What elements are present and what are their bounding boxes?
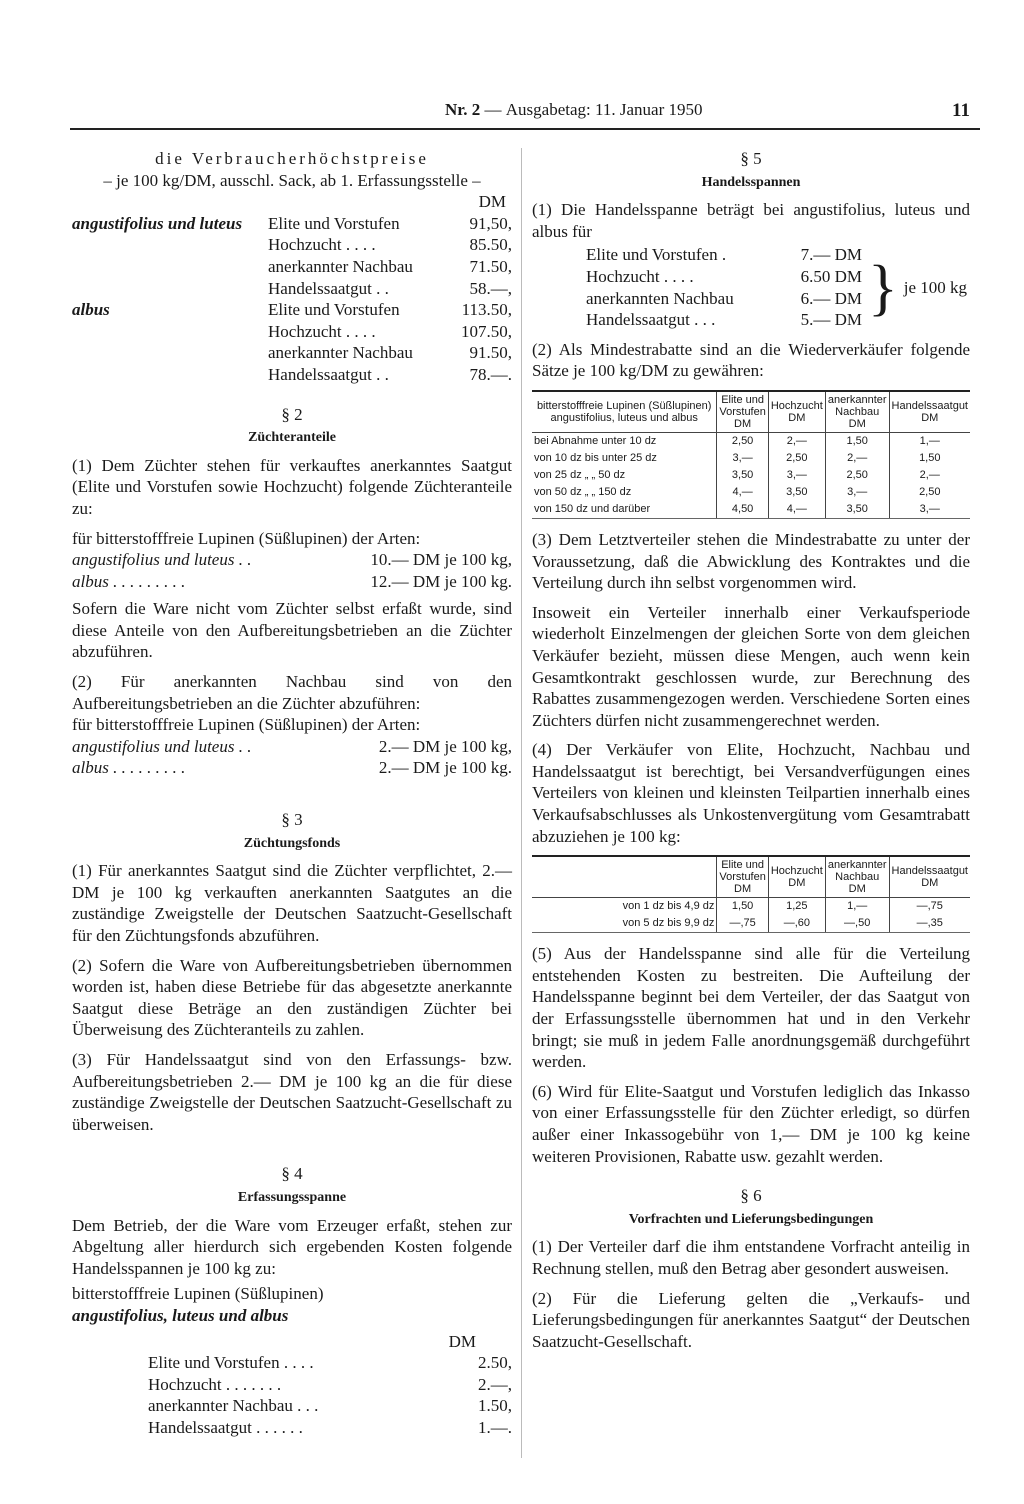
section-2-row-4 <box>72 757 512 779</box>
page-header <box>70 100 980 130</box>
section-6-number: § 6 <box>740 1186 762 1206</box>
issue-date: Ausgabetag: 11. Januar 1950 <box>505 100 703 119</box>
table-row <box>532 501 970 519</box>
section-2-title: Züchteranteile <box>248 430 336 446</box>
section-2-number: § 2 <box>281 404 303 424</box>
cost-table <box>532 855 970 933</box>
section-5-rate-list <box>586 244 862 330</box>
row-label: angustifolius und luteus . . <box>72 736 252 756</box>
section-3-number: § 3 <box>281 810 303 830</box>
table-cell: 1,50 <box>717 898 768 916</box>
table-cell: 3,— <box>768 467 825 484</box>
row-label: Hochzucht . . . . . . . <box>148 1374 282 1394</box>
price-group-2-label: albus <box>72 300 110 320</box>
section-5-rates <box>532 244 970 330</box>
section-6-para-2: (2) Für die Lieferung gelten die „Verkaufs- und Lieferungsbedingungen für anerkanntes Saatgut“ der Deutschen Saatzucht-Gesellschaft. <box>532 1288 970 1351</box>
table-cell: von 25 dz „ „ 50 dz <box>534 468 626 481</box>
price-row <box>268 364 512 386</box>
section-5-title: Handelsspannen <box>701 174 801 190</box>
row-label: anerkannter Nachbau <box>268 343 413 363</box>
table-cell: von 150 dz und darüber <box>532 501 717 519</box>
section-4-rows <box>148 1352 512 1438</box>
section-4-title: Erfassungsspanne <box>237 1189 347 1205</box>
section-3-para-1: (1) Für anerkanntes Saatgut sind die Züchter verpflichtet, 2.— DM je 100 kg verkauften anerkannten Saatgutes an die zuständige Zweigstelle der Deutschen Saatzucht-Gesellschaft für den Züchtungsfonds abzuführen. <box>72 861 512 945</box>
table-cell: 1,50 <box>889 450 970 467</box>
row-label: Handelssaatgut . . . . . . <box>148 1417 303 1437</box>
table-cell: —,50 <box>825 915 889 933</box>
table-row <box>532 484 970 501</box>
row-label: Hochzucht . . . . <box>268 235 376 255</box>
row-value: 6.— DM <box>800 288 862 308</box>
discount-table-header <box>532 391 970 433</box>
row-value: 78.—. <box>469 364 512 384</box>
table-cell: 1,— <box>825 898 889 916</box>
table-row <box>532 898 970 916</box>
section-3-para-3: (3) Für Handelssaatgut sind von den Erfassungs- bzw. Aufbereitungsbetrieben 2.— DM je 100 kg an die für diese zuständige Zweigstelle der Deutschen Saatzucht-Gesellschaft zu überweisen. <box>72 1049 512 1134</box>
row-label: Handelssaatgut . . . <box>586 310 716 330</box>
table-cell: von 50 dz „ „ 150 dz <box>534 485 632 498</box>
column-header: anerkannter Nachbau DM <box>825 856 889 898</box>
row-label: anerkannten Nachbau <box>586 288 734 308</box>
rate-row <box>586 244 862 266</box>
row-value: 7.— DM <box>800 245 862 265</box>
section-4-number: § 4 <box>281 1164 303 1184</box>
row-value: 85.50, <box>469 235 512 255</box>
price-row <box>268 256 512 278</box>
row-label: Elite und Vorstufen . <box>586 245 727 265</box>
row-label: Elite und Vorstufen <box>268 300 400 320</box>
row-value: 91.50, <box>469 343 512 363</box>
section-5-para-7: (6) Wird für Elite-Saatgut und Vorstufen lediglich das Inkasso von einer Erfassungsstelle für den Züchter erledigt, so dürfen außer einer Inkassogebühr von 1,— DM je 100 kg keine weiteren Provisionen, Rabatte usw. gezahlt werden. <box>532 1081 970 1166</box>
section-5-para-1: (1) Die Handelsspanne beträgt bei angustifolius, luteus und albus für <box>532 200 970 241</box>
table-cell: 1,— <box>889 432 970 450</box>
table-cell: —,75 <box>717 915 768 933</box>
price-group-1-label: angustifolius und luteus <box>72 213 243 233</box>
price-row <box>268 342 512 364</box>
column-header: Handelssaatgut DM <box>889 856 970 898</box>
discount-table <box>532 390 970 519</box>
section-4-unit: DM <box>448 1331 476 1351</box>
table-cell: 3,50 <box>717 467 768 484</box>
row-label: Hochzucht . . . . <box>268 321 376 341</box>
row-label: Hochzucht . . . . <box>586 266 694 286</box>
row-value: 113.50, <box>461 300 512 320</box>
section-5-para-2: (2) Als Mindestrabatte sind an die Wiederverkäufer folgende Sätze je 100 kg/DM zu gewähren: <box>532 339 970 381</box>
price-group-2 <box>72 299 512 385</box>
column-header: Hochzucht DM <box>768 856 825 898</box>
table-cell: von 10 dz bis unter 25 dz <box>534 451 657 464</box>
column-header: Elite und Vorstufen DM <box>717 856 768 898</box>
table-cell: bei Abnahme unter 10 dz <box>534 434 657 447</box>
table-row <box>532 450 970 467</box>
table-cell: 4,50 <box>717 501 768 519</box>
margin-row <box>148 1352 512 1374</box>
section-5-para-5: (4) Der Verkäufer von Elite, Hochzucht, Nachbau und Handelssaatgut ist berechtigt, bei Versandverfügungen eines Verteilers von kleinen und kleinsten Teilpartien innerhalb eines Verkaufsabschlusses als Unkostenvergütung vom Gesamtrabatt abzuziehen je 100 kg: <box>532 740 970 846</box>
section-4-para-3: angustifolius, luteus und albus <box>72 1305 289 1325</box>
column-header: bitterstofffreie Lupinen (Süßlupinen) angustifolius, luteus und albus <box>532 391 717 433</box>
discount-table-body <box>532 432 970 518</box>
table-cell: 4,— <box>768 501 825 519</box>
row-value: 1.50, <box>478 1396 512 1416</box>
price-row <box>268 299 512 321</box>
table-row <box>532 467 970 484</box>
margin-row <box>148 1395 512 1417</box>
table-cell: 2,— <box>768 432 825 450</box>
prices-subtitle: – je 100 kg/DM, ausschl. Sack, ab 1. Erfassungsstelle – <box>103 170 481 190</box>
section-5-brace-note: je 100 kg <box>903 277 968 297</box>
table-cell: 3,50 <box>768 484 825 501</box>
row-label: angustifolius und luteus . . <box>72 550 252 570</box>
row-value: 12.— DM je 100 kg. <box>370 571 512 591</box>
price-group-1 <box>72 213 512 299</box>
section-2-row-3 <box>72 736 512 758</box>
issue-number: Nr. 2 <box>445 100 481 119</box>
row-label: albus . . . . . . . . . <box>72 758 186 778</box>
cost-table-body <box>532 898 970 933</box>
rate-row <box>586 288 862 310</box>
row-value: 1.—. <box>478 1417 512 1437</box>
section-5-para-6: (5) Aus der Handelsspanne sind alle für die Verteilung entstehenden Kosten zu bestreiten. Die Aufteilung der Handelsspanne beginnt bei dem Verteiler, der das Saatgut von der Erfassungsstelle übernommen hat und in den Verkehr bringt; sie muß in jedem Falle anordnungsgemäß durchgeführt werden. <box>532 944 970 1072</box>
price-group-2-list <box>268 299 512 385</box>
row-value: 10.— DM je 100 kg, <box>370 550 512 570</box>
price-row <box>268 234 512 256</box>
row-value: 58.—, <box>469 278 512 298</box>
table-cell: —,75 <box>889 898 970 916</box>
table-cell: 3,— <box>889 501 970 519</box>
row-value: 2.— DM je 100 kg. <box>378 758 512 778</box>
section-4-para-2: bitterstofffreie Lupinen (Süßlupinen) <box>72 1284 324 1304</box>
section-2-para-3b: für bitterstofffreie Lupinen (Süßlupinen) der Arten: <box>72 715 421 735</box>
brace-glyph: } <box>868 253 898 322</box>
column-divider <box>521 148 522 1458</box>
price-group-1-list <box>268 213 512 299</box>
column-header: Hochzucht DM <box>768 391 825 433</box>
page-number: 11 <box>952 100 970 121</box>
section-4-para-1: Dem Betrieb, der die Ware vom Erzeuger erfaßt, stehen zur Abgeltung aller hierdurch sich ergebenden Kosten folgende Handelsspannen je 100 kg zu: <box>72 1215 512 1278</box>
row-value: 2.— DM je 100 kg, <box>378 736 512 756</box>
issue-separator: — <box>484 100 502 119</box>
column-header <box>532 856 717 898</box>
price-row <box>268 321 512 343</box>
table-cell: 1,25 <box>768 898 825 916</box>
row-label: Handelssaatgut . . <box>268 278 389 298</box>
right-column <box>532 148 970 1360</box>
section-6-para-1: (1) Der Verteiler darf die ihm entstandene Vorfracht anteilig in Rechnung stellen, muß den Betrag aber gesondert ausweisen. <box>532 1237 970 1278</box>
price-row <box>268 213 512 235</box>
prices-title: die Verbraucherhöchstpreise <box>155 149 429 168</box>
table-cell: —,60 <box>768 915 825 933</box>
row-label: Elite und Vorstufen <box>268 213 400 233</box>
section-6-title: Vorfrachten und Lieferungsbedingungen <box>628 1211 874 1227</box>
table-row <box>532 432 970 450</box>
row-value: 6.50 DM <box>800 266 862 286</box>
table-cell: von 5 dz bis 9,9 dz <box>532 915 717 933</box>
column-header: Elite und Vorstufen DM <box>717 391 768 433</box>
table-cell: 2,50 <box>717 432 768 450</box>
section-4-table <box>72 1331 512 1439</box>
table-cell: 1,50 <box>825 432 889 450</box>
table-cell: von 1 dz bis 4,9 dz <box>622 900 715 913</box>
row-label: albus . . . . . . . . . <box>72 571 186 591</box>
table-cell: 3,— <box>825 484 889 501</box>
section-2-para-2: Sofern die Ware nicht vom Züchter selbst erfaßt wurde, sind diese Anteile von den Aufbereitungsbetrieben an die Züchter abzuführen. <box>72 599 512 662</box>
section-3-title: Züchtungsfonds <box>243 835 341 851</box>
section-2-row-2 <box>72 571 512 593</box>
section-2-para-3: (2) Für anerkannten Nachbau sind von den Aufbereitungsbetrieben an die Züchter abzuführen: <box>72 672 512 713</box>
section-2-para-1b: für bitterstofffreie Lupinen (Süßlupinen) der Arten: <box>72 528 421 548</box>
section-2-row-1 <box>72 549 512 571</box>
row-value: 71.50, <box>469 256 512 276</box>
rate-row <box>586 266 862 288</box>
margin-row <box>148 1417 512 1439</box>
row-value: 91,50, <box>469 213 512 233</box>
table-cell: —,35 <box>889 915 970 933</box>
section-5-para-4: Insoweit ein Verteiler innerhalb einer Verkaufsperiode wiederholt Einzelmengen der gleichen Sorte von dem gleichen Verkäufer bezieht, müssen diese Mengen, auch wenn kein Gesamtkontrakt geschlossen wurde, zur Berechnung des Rabattes zusammengezogen werden. Verschiedene Sorten eines Züchters dürfen nicht zusammengerechnet werden. <box>532 602 970 730</box>
table-cell: 3,50 <box>825 501 889 519</box>
section-2-para-1: (1) Dem Züchter stehen für verkauftes anerkanntes Saatgut (Elite und Vorstufen sowie Hochzucht) folgende Züchteranteile zu: <box>72 455 512 518</box>
row-label: anerkannter Nachbau . . . <box>148 1396 319 1416</box>
column-header: anerkannter Nachbau DM <box>825 391 889 433</box>
table-cell: 2,50 <box>889 484 970 501</box>
table-cell: 2,50 <box>768 450 825 467</box>
table-cell: 3,— <box>717 450 768 467</box>
margin-row <box>148 1374 512 1396</box>
row-value: 2.50, <box>478 1353 512 1373</box>
row-label: anerkannter Nachbau <box>268 256 413 276</box>
rate-row <box>586 309 862 331</box>
table-cell: 2,— <box>889 467 970 484</box>
row-label: Handelssaatgut . . <box>268 364 389 384</box>
row-value: 2.—, <box>478 1374 512 1394</box>
row-value: 107.50, <box>461 321 512 341</box>
column-header: Handelssaatgut DM <box>889 391 970 433</box>
row-label: Elite und Vorstufen . . . . <box>148 1353 314 1373</box>
cost-table-header <box>532 856 970 898</box>
price-row <box>268 278 512 300</box>
left-column <box>72 148 512 1438</box>
prices-unit: DM <box>478 192 506 212</box>
table-cell: 2,— <box>825 450 889 467</box>
table-cell: 4,— <box>717 484 768 501</box>
section-3-para-2: (2) Sofern die Ware von Aufbereitungsbetrieben übernommen worden ist, haben diese Betriebe für das abgesetzte anerkannte Saatgut diese Beträge an den zuständigen Züchter bei Überweisung des Züchteranteils zu zahlen. <box>72 955 512 1040</box>
section-5-para-3: (3) Dem Letztverteiler stehen die Mindestrabatte zu unter der Voraussetzung, daß die Abwicklung des Kontraktes und die Verteilung durch ihn selbst vorgenommen wird. <box>532 529 970 593</box>
table-cell: 2,50 <box>825 467 889 484</box>
table-row <box>532 915 970 933</box>
row-value: 5.— DM <box>800 310 862 330</box>
section-5-number: § 5 <box>740 149 762 168</box>
issue-line <box>445 100 702 120</box>
